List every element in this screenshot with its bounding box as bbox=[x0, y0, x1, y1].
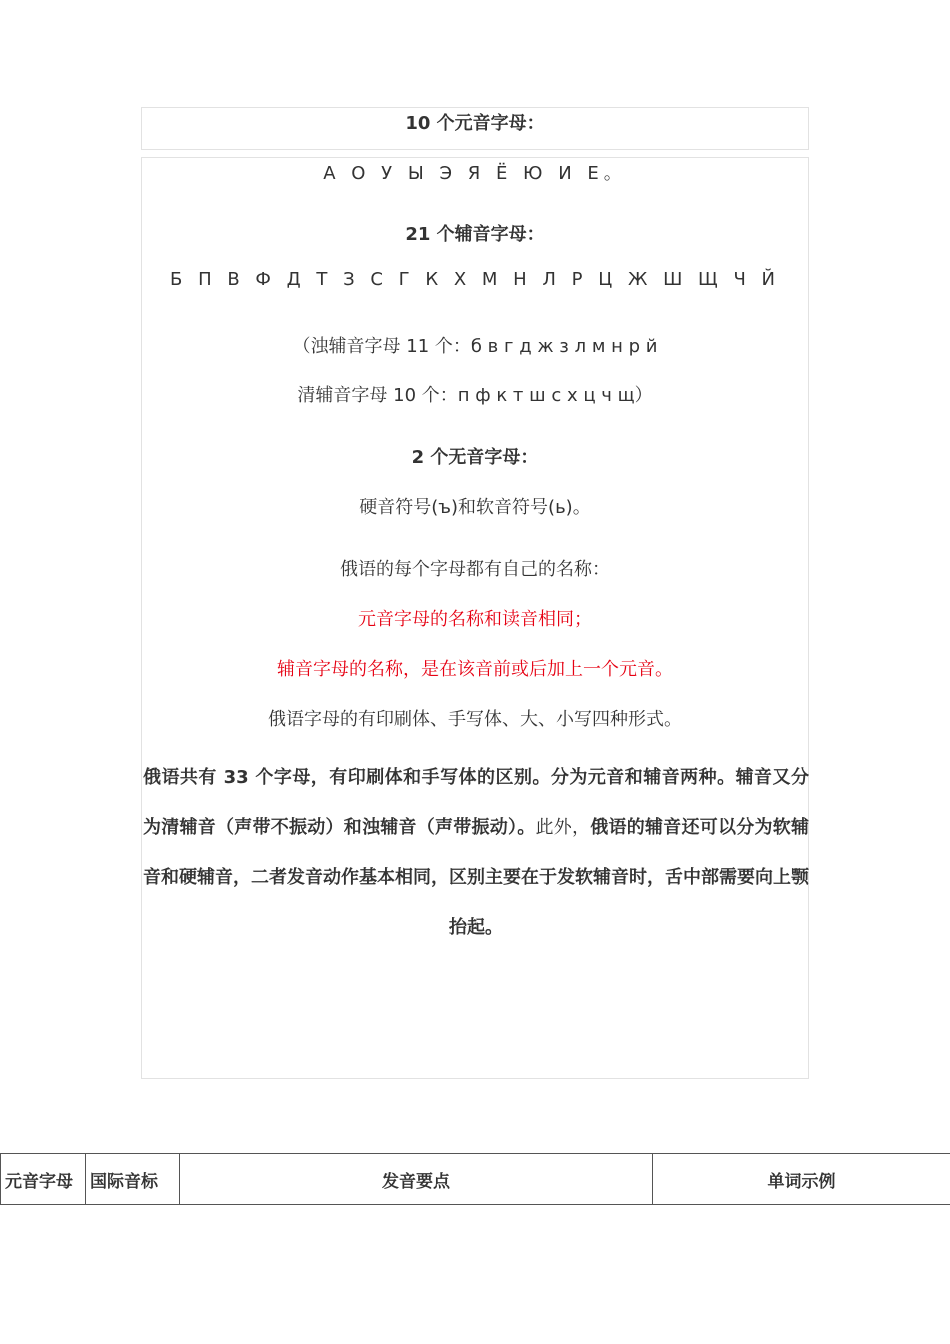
summary-paragraph bbox=[143, 753, 809, 953]
voiceless-consonants-line: 清辅音字母 10 个：п ф к т ш с х ц ч щ） bbox=[297, 385, 653, 406]
vowel-letters: А О У Ы Э Я Ё Ю И Е。 bbox=[323, 163, 627, 184]
names-rule-vowel: 元音字母的名称和读音相同； bbox=[358, 609, 592, 630]
consonant-heading: 21 个辅音字母： bbox=[405, 224, 545, 245]
header-examples: 单词示例 bbox=[653, 1154, 950, 1205]
sign-heading: 2 个无音字母： bbox=[411, 447, 539, 468]
names-rule-consonant: 辅音字母的名称，是在该音前或后加上一个元音。 bbox=[277, 659, 673, 680]
header-ipa: 国际音标 bbox=[86, 1154, 180, 1205]
voiced-consonants-line: （浊辅音字母 11 个：б в г д ж з л м н р й bbox=[292, 336, 658, 357]
header-pronunciation: 发音要点 bbox=[180, 1154, 653, 1205]
summary-part3: 俄语的辅音还可以分为软辅音和硬辅音，二者发音动作基本相同，区别主要在于发软辅音时，舌中部需要向上颚抬起。 bbox=[143, 817, 809, 938]
names-intro: 俄语的每个字母都有自己的名称： bbox=[340, 559, 610, 580]
header-vowel-letter: 元音字母 bbox=[1, 1154, 86, 1205]
consonant-letters: Б П В Ф Д Т З С Г К Х М Н Л Р Ц Ж Ш Щ Ч Й bbox=[170, 269, 780, 290]
table-header-row bbox=[1, 1154, 950, 1205]
summary-part2: 此外， bbox=[535, 817, 591, 838]
sign-line: 硬音符号(ъ)和软音符号(ь)。 bbox=[359, 497, 591, 518]
vowel-heading: 10 个元音字母： bbox=[405, 113, 545, 134]
summary-part1: 俄语共有 33 个字母，有印刷体和手写体的区别。分为元音和辅音两种。辅音又分为清辅音（声带不振动）和浊辅音（声带振动）。 bbox=[143, 767, 809, 838]
vowel-table bbox=[0, 1153, 950, 1205]
forms-line: 俄语字母的有印刷体、手写体、大、小写四种形式。 bbox=[268, 709, 682, 730]
